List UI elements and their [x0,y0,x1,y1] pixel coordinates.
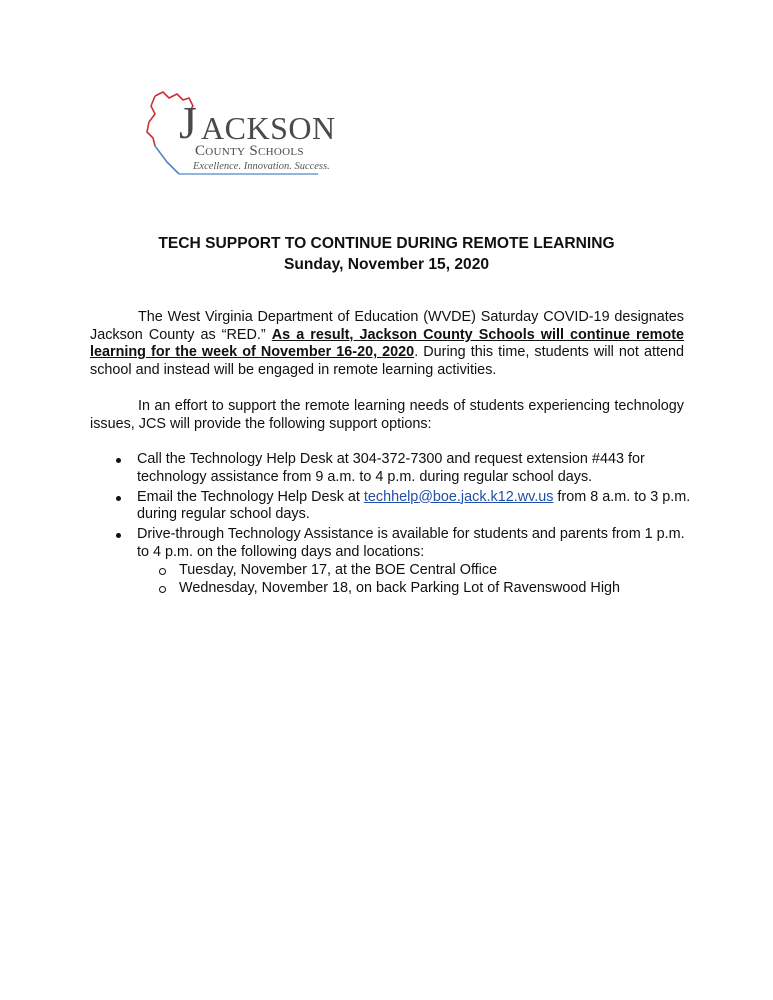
paragraph-remote-learning [90,309,684,379]
location-label: Wednesday, November 18, on back Parking Lot of Ravenswood High [179,579,621,596]
logo-name: ACKSON [201,110,336,146]
logo-tagline: Excellence. Innovation. Success. [193,161,330,172]
list-item [90,451,700,487]
logo-initial: J [179,97,197,148]
paragraph1-text-before: The West Virginia Department of Education (WVDE) Saturday COVID-19 designates Jackson County as “RED.” [90,309,684,343]
headline [0,233,773,275]
techhelp-email-link[interactable]: techhelp@boe.jack.k12.wv.us [363,488,554,505]
paragraph-support-intro: In an effort to support the remote learning needs of students experiencing technology issues, JCS will provide the following support options: [90,398,684,432]
option-email-after: from 8 a.m. to 3 p.m. during regular school days. [137,488,691,523]
list-item [90,489,700,525]
hollow-bullet-icon [159,568,166,575]
locations-sublist [137,562,700,598]
location-item [137,562,700,580]
option-help-desk-phone: Call the Technology Help Desk at 304-372-7300 and request extension #443 for technology assistance from 9 a.m. to 4 p.m. during regular school days. [137,451,645,485]
location-item [137,580,700,598]
paragraph1-emphasis: As a result, Jackson County Schools will continue remote learning for the week of November 16-20, 2020 [90,326,684,361]
bullet-icon [116,533,121,538]
paragraph1-text-after: . During this time, students will not attend school and instead will be engaged in remote learning activities. [90,344,685,378]
option-drive-through: Drive-through Technology Assistance is available for students and parents from 1 p.m. to 4 p.m. on the following days and locations: [137,526,685,560]
location-label: Tuesday, November 17, at the BOE Central Office [179,561,498,578]
headline-date: Sunday, November 15, 2020 [283,256,490,273]
option-email-before: Email the Technology Help Desk at [137,488,364,505]
support-options-list [90,451,700,599]
hollow-bullet-icon [159,586,166,593]
logo-subtitle: County Schools [195,143,304,159]
headline-title: TECH SUPPORT TO CONTINUE DURING REMOTE LEARNING [158,235,615,252]
bullet-icon [116,496,121,501]
jackson-county-schools-logo [143,88,343,180]
list-item [90,526,700,597]
bullet-icon [116,458,121,463]
